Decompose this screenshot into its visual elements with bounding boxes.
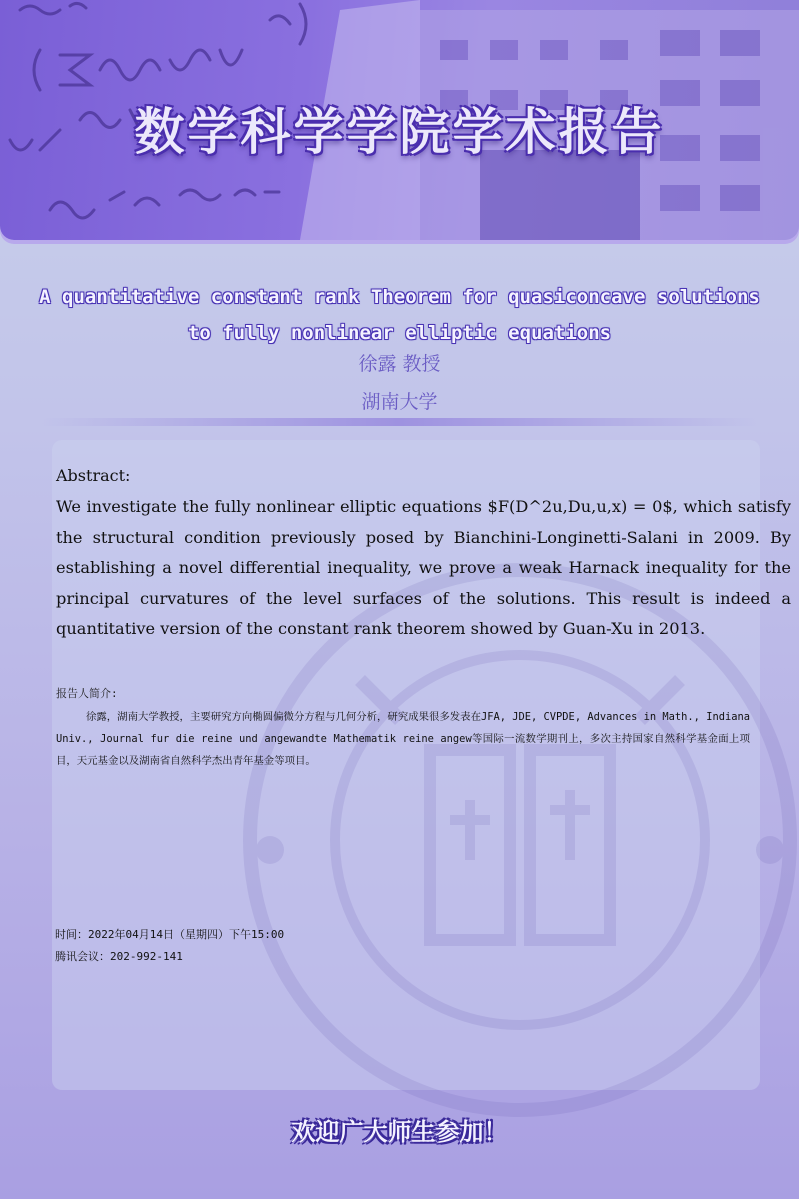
talk-title-line-1: A quantitative constant rank Theorem for quasiconcave solutions — [39, 286, 760, 308]
section-divider — [40, 418, 759, 426]
header-banner — [0, 0, 799, 240]
abstract-text: We investigate the fully nonlinear elliptic equations $F(D^2u,Du,u,x) = 0$, which satisfy the structural condition previously posed by Bianchini-Longinetti-Salani in 2009. By establishing a novel differential inequality, we prove a weak Harnack inequality for the principal curvatures of the level surfaces of the solutions. This result is indeed a quantitative version of the constant rank theorem showed by Guan-Xu in 2013. — [56, 497, 791, 638]
page-title: 数学科学学院学术报告 — [134, 103, 665, 161]
meeting-id: 腾讯会议：202-992-141 — [55, 950, 183, 963]
abstract-label: Abstract: — [56, 466, 131, 485]
bio-text: 徐露，湖南大学教授，主要研究方向椭圆偏微分方程与几何分析，研究成果很多发表在JFA, JDE, CVPDE, Advances in Math., Indiana Univ., Journal fur die reine und angewandte Mathematik reine angew等国际一流数学期刊上，多次主持国家自然科学基金面上项目，天元基金以及湖南省自然科学杰出青年基金等项目。 — [56, 711, 750, 767]
talk-title-line-2: to fully nonlinear elliptic equations — [187, 322, 612, 344]
bio-label: 报告人简介: — [56, 687, 118, 700]
talk-title — [30, 279, 769, 351]
welcome-message: 欢迎广大师生参加！ — [291, 1118, 508, 1146]
speaker-name: 徐露 教授 — [358, 353, 441, 375]
event-time: 时间：2022年04月14日（星期四）下午15:00 — [55, 928, 285, 941]
speaker-affiliation: 湖南大学 — [361, 391, 438, 413]
